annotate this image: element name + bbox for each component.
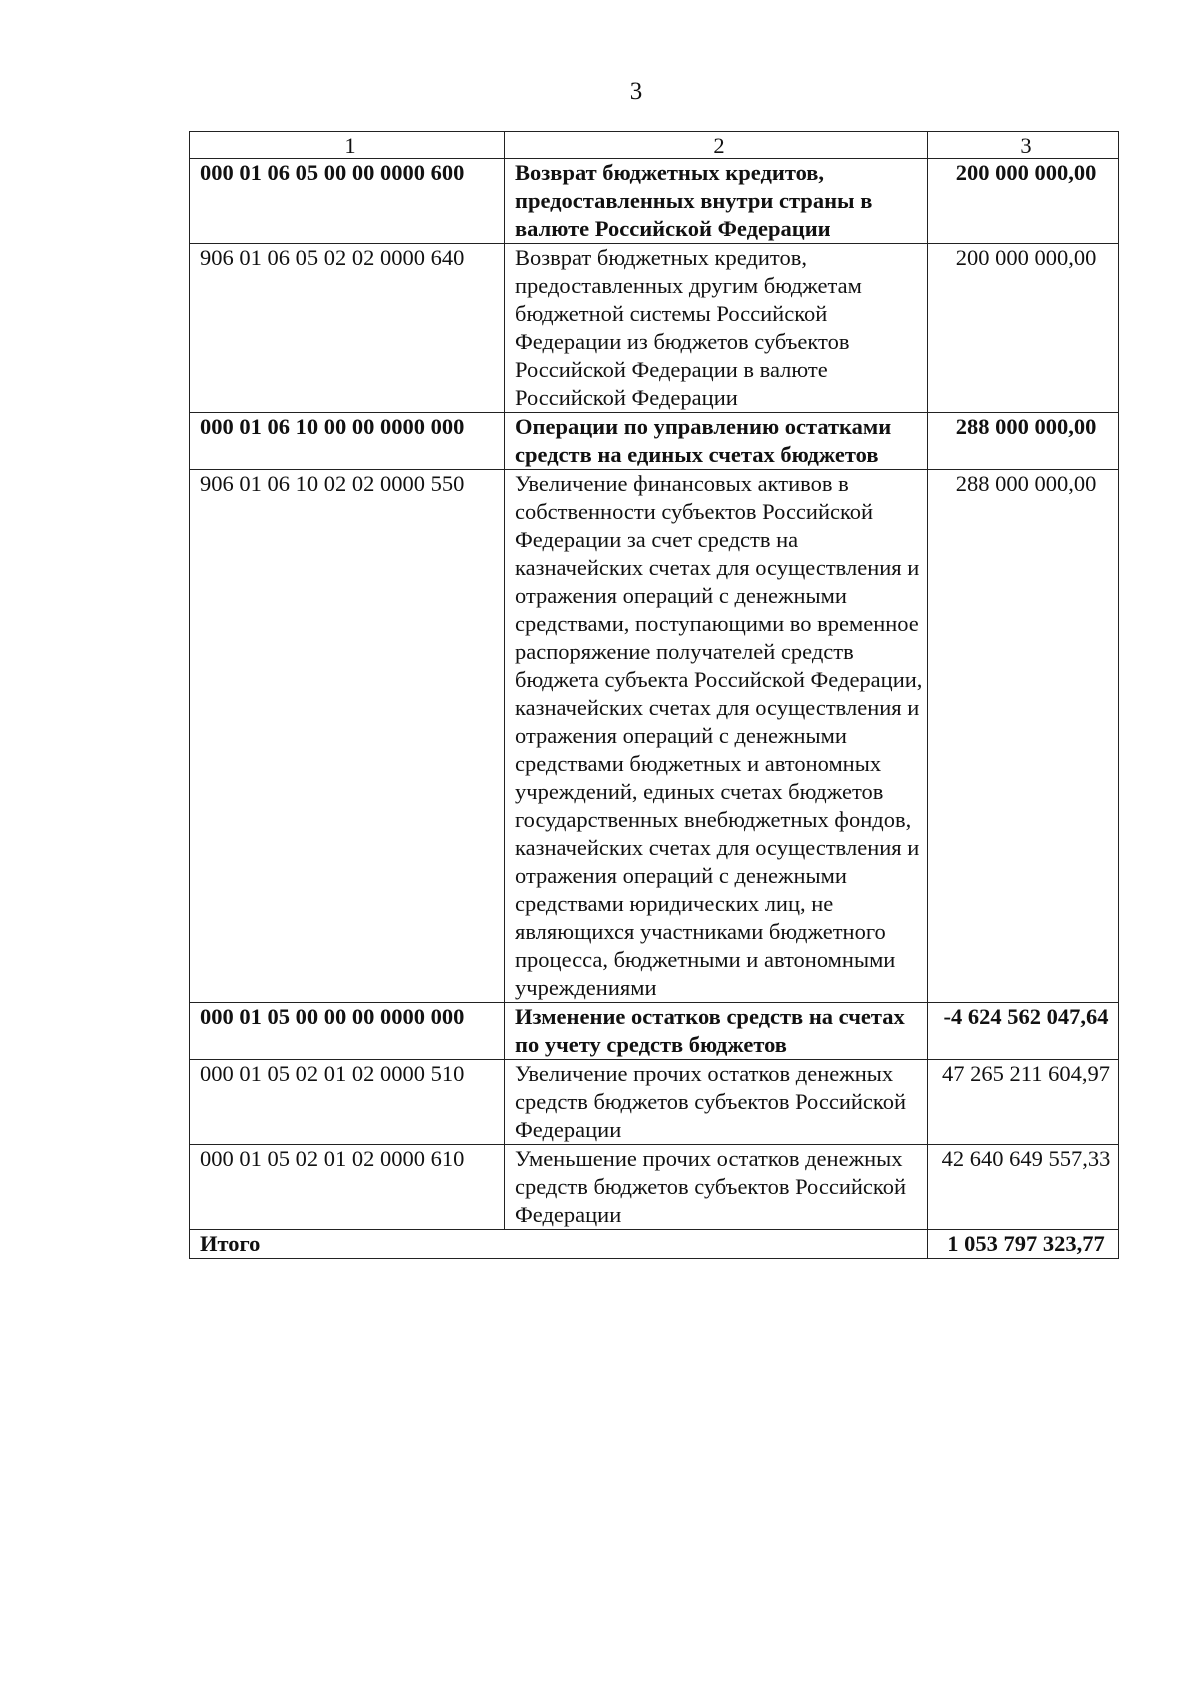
- header-col-2: 2: [505, 132, 928, 159]
- row-name: Возврат бюджетных кредитов, предоставленных другим бюджетам бюджетной системы Российской Федерации из бюджетов субъектов Российской Федерации в валюте Российской Федерации: [505, 244, 928, 413]
- table-row: [190, 1060, 1119, 1145]
- header-col-3: 3: [928, 132, 1119, 159]
- row-name: Изменение остатков средств на счетах по учету средств бюджетов: [505, 1003, 928, 1060]
- row-code: 000 01 05 02 01 02 0000 510: [190, 1060, 505, 1145]
- row-code: 000 01 05 02 01 02 0000 610: [190, 1145, 505, 1230]
- row-sum: 47 265 211 604,97: [928, 1060, 1119, 1145]
- row-name: Операции по управлению остатками средств на единых счетах бюджетов: [505, 413, 928, 470]
- budget-sources-table: [189, 131, 1119, 1259]
- total-label: Итого: [190, 1230, 928, 1259]
- row-sum: 288 000 000,00: [928, 413, 1119, 470]
- table-row: [190, 244, 1119, 413]
- table-header-row: [190, 132, 1119, 159]
- table-row: [190, 159, 1119, 244]
- row-code: 906 01 06 05 02 02 0000 640: [190, 244, 505, 413]
- row-code: 000 01 06 10 00 00 0000 000: [190, 413, 505, 470]
- table-row: [190, 413, 1119, 470]
- row-sum: 200 000 000,00: [928, 159, 1119, 244]
- row-name: Увеличение финансовых активов в собственности субъектов Российской Федерации за счет средств на казначейских счетах для осуществления и отражения операций с денежными средствами, поступающими во временное распоряжение получателей средств бюджета субъекта Российской Федерации, казначейских счетах для осуществления и отражения операций с денежными средствами бюджетных и автономных учреждений, единых счетах бюджетов государственных внебюджетных фондов, казначейских счетах для осуществления и отражения операций с денежными средствами юридических лиц, не являющихся участниками бюджетного процесса, бюджетными и автономными учреждениями: [505, 470, 928, 1003]
- page-number: 3: [629, 78, 643, 105]
- row-sum: 288 000 000,00: [928, 470, 1119, 1003]
- total-row: [190, 1230, 1119, 1259]
- table-row: [190, 1003, 1119, 1060]
- row-name: Возврат бюджетных кредитов, предоставленных внутри страны в валюте Российской Федерации: [505, 159, 928, 244]
- row-name: Уменьшение прочих остатков денежных средств бюджетов субъектов Российской Федерации: [505, 1145, 928, 1230]
- header-col-1: 1: [190, 132, 505, 159]
- row-sum: 200 000 000,00: [928, 244, 1119, 413]
- row-name: Увеличение прочих остатков денежных средств бюджетов субъектов Российской Федерации: [505, 1060, 928, 1145]
- row-sum: 42 640 649 557,33: [928, 1145, 1119, 1230]
- table-row: [190, 470, 1119, 1003]
- table-row: [190, 1145, 1119, 1230]
- row-code: 906 01 06 10 02 02 0000 550: [190, 470, 505, 1003]
- row-code: 000 01 06 05 00 00 0000 600: [190, 159, 505, 244]
- row-sum: -4 624 562 047,64: [928, 1003, 1119, 1060]
- total-sum: 1 053 797 323,77: [928, 1230, 1119, 1259]
- row-code: 000 01 05 00 00 00 0000 000: [190, 1003, 505, 1060]
